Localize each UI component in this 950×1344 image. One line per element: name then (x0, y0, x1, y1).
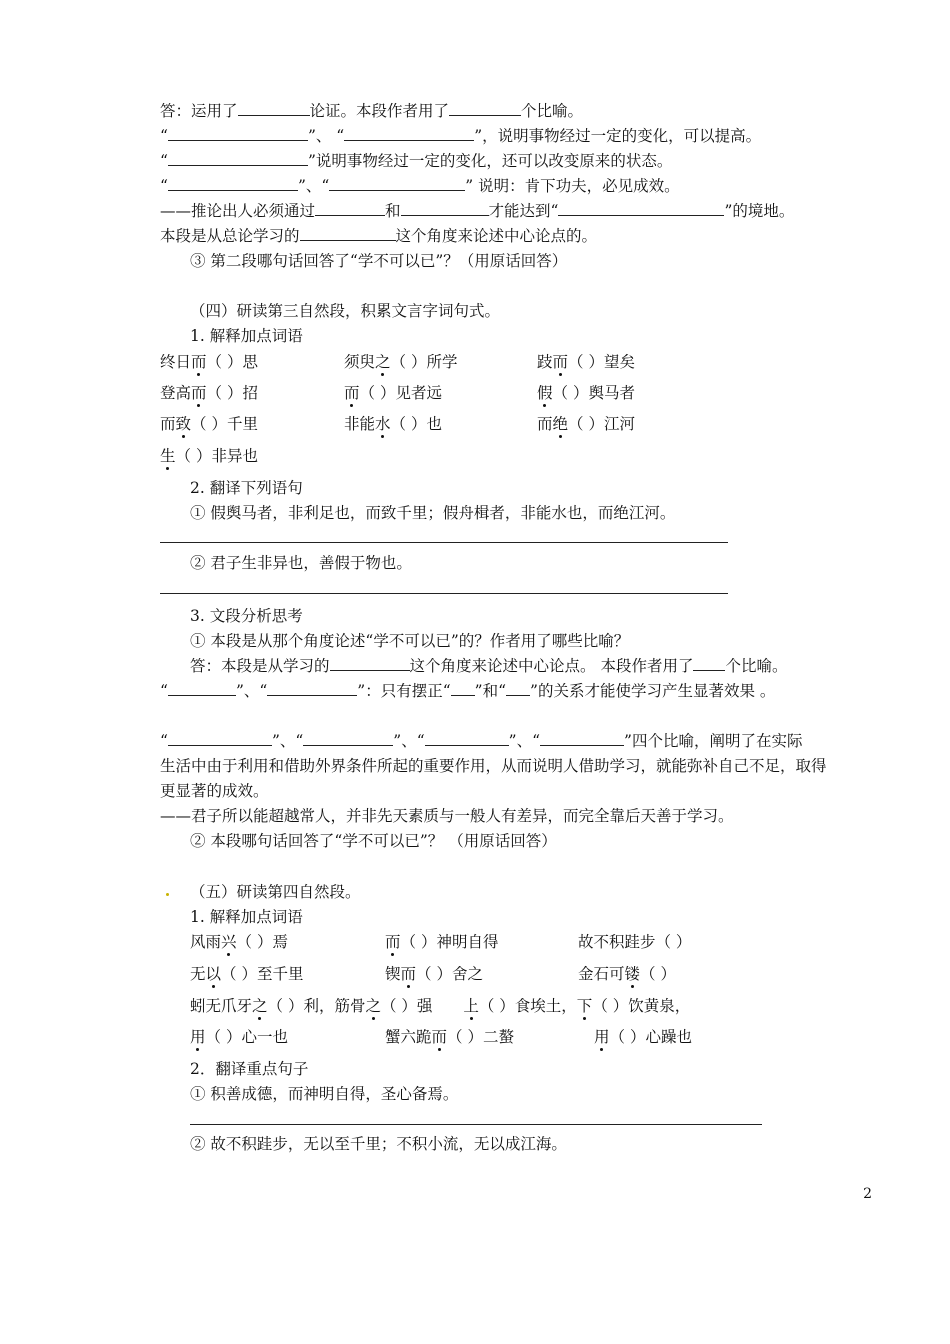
blank[interactable] (238, 101, 310, 116)
text: （ ）二螯 (447, 1028, 514, 1046)
dotted-word: 假 (537, 384, 553, 402)
text: ”：只有摆正“ (357, 682, 451, 700)
text: 本段是从总论学习的 (160, 227, 300, 245)
page-number: 2 (863, 1186, 872, 1202)
dotted-word: 之 (252, 997, 268, 1015)
answer-line[interactable] (160, 542, 728, 543)
vocab-item (190, 1027, 288, 1047)
text: ”说明事物经过一定的变化，还可以改变原来的状态。 (307, 152, 673, 170)
vocab-item (190, 932, 288, 952)
answer-line-1 (160, 101, 583, 121)
answer-line[interactable] (190, 1124, 762, 1125)
text: ”、“ (297, 177, 330, 195)
text: （ ）焉 (236, 933, 288, 951)
text: ”，说明事物经过一定的变化，可以提高。 (474, 127, 762, 145)
text: ”的关系才能使学习产生显著效果 。 (530, 682, 776, 700)
blank[interactable] (540, 731, 624, 746)
vocab-item (160, 383, 258, 403)
blank[interactable] (300, 226, 396, 241)
dotted-word: 之 (375, 353, 391, 371)
text: ”和“ (474, 682, 507, 700)
blank[interactable] (330, 656, 410, 671)
dotted-word: 而 (191, 353, 207, 371)
dotted-word: 镂 (624, 965, 641, 983)
dotted-word: 生 (160, 447, 176, 465)
text: ”、“ (508, 732, 541, 750)
text: ” 说明：肯下功夫，必见成效。 (465, 177, 680, 195)
blank[interactable] (329, 176, 465, 191)
text: ”、“ (235, 682, 268, 700)
answer-line-3 (160, 151, 672, 171)
section-4-sub1: 1. 解释加点词语 (190, 327, 303, 345)
blank[interactable] (401, 201, 489, 216)
answer-line-4 (160, 176, 680, 196)
section-5-sub2: 2．翻译重点句子 (190, 1060, 309, 1078)
text: 才能达到“ (488, 202, 559, 220)
text: 非能 (344, 415, 376, 433)
answer-line-5 (160, 201, 794, 221)
analysis-answer-3 (160, 731, 802, 751)
dotted-word: 之 (365, 997, 381, 1015)
dotted-word: 用 (594, 1028, 610, 1046)
vocab-item (160, 446, 258, 466)
vocab-item (385, 964, 483, 984)
blank[interactable] (303, 731, 393, 746)
vocab-item (537, 414, 635, 434)
answer-line[interactable] (160, 593, 728, 594)
text: （ ）也 (390, 415, 442, 433)
vocab-item (344, 383, 442, 403)
text: 而 (537, 415, 553, 433)
text: 个比喻。 (521, 102, 584, 120)
text: 论证。本段作者用了 (309, 102, 450, 120)
translate-sentence-3: ① 积善成德，而神明自得，圣心备焉。 (190, 1085, 459, 1103)
blank[interactable] (693, 656, 725, 671)
blank[interactable] (344, 126, 474, 141)
text: （ ）饮黄泉， (592, 997, 691, 1015)
text: （ ）舍之 (416, 965, 483, 983)
answer-line-2 (160, 126, 761, 146)
text: （ ）舆马者 (552, 384, 635, 402)
section-4-sub2: 2. 翻译下列语句 (190, 479, 303, 497)
blank[interactable] (425, 731, 509, 746)
text: 这个角度来论述中心论点。 本段作者用了 (409, 657, 694, 675)
text: ”、“ (271, 732, 304, 750)
dotted-word: 兴 (221, 933, 237, 951)
blank[interactable] (267, 681, 357, 696)
vocab-item (344, 352, 457, 372)
text: 个比喻。 (725, 657, 788, 675)
text: 跂 (537, 353, 553, 371)
text: （ ） (640, 965, 676, 983)
text: （ ）心躁也 (609, 1028, 692, 1046)
highlight-mark (166, 893, 169, 896)
vocab-item (160, 414, 258, 434)
vocab-row-3 (190, 996, 690, 1016)
text: 金石可 (578, 965, 625, 983)
blank[interactable] (168, 126, 308, 141)
text: 无 (190, 965, 206, 983)
dotted-word: 用 (190, 1028, 206, 1046)
section-5-heading: （五）研读第四自然段。 (190, 883, 361, 901)
dotted-word: 而 (431, 1028, 448, 1046)
text: 风雨 (190, 933, 222, 951)
text: （ ）千里 (191, 415, 258, 433)
text: （ ）强 (380, 997, 438, 1015)
dotted-word: 绝 (552, 415, 569, 433)
text: 登高 (160, 384, 192, 402)
text: 蚓无爪牙 (190, 997, 253, 1015)
dotted-word: 水 (375, 415, 391, 433)
dotted-word: 以 (205, 965, 222, 983)
vocab-item: 故不积跬步（ ） (578, 933, 692, 951)
dotted-word: 而 (344, 384, 360, 402)
text: ”的境地。 (724, 202, 795, 220)
analysis-question-1: ① 本段是从那个角度论述“学不可以已”的？作者用了哪些比喻？ (190, 632, 630, 650)
text: “ (160, 732, 168, 750)
section-4-sub3: 3. 文段分析思考 (190, 607, 303, 625)
text: 答：本段是从学习的 (190, 657, 330, 675)
vocab-item (385, 1027, 514, 1047)
blank[interactable] (168, 151, 308, 166)
text: （ ）招 (206, 384, 258, 402)
text: 这个角度来论述中心论点的。 (395, 227, 598, 245)
text: “ (160, 177, 168, 195)
dotted-word: 上 (463, 997, 479, 1015)
vocab-item (190, 964, 303, 984)
vocab-item (537, 352, 635, 372)
answer-line-6 (160, 226, 597, 246)
blank[interactable] (449, 101, 521, 116)
analysis-answer-3-end: 更显著的成效。 (160, 782, 269, 800)
analysis-answer-1 (190, 656, 787, 676)
blank[interactable] (451, 681, 475, 696)
text: （ ）食埃土， (478, 997, 577, 1015)
text: （ ）望矣 (568, 353, 635, 371)
dotted-word: 而 (400, 965, 417, 983)
text: （ ）见者远 (359, 384, 442, 402)
text: 终日 (160, 353, 192, 371)
text: “ (160, 127, 168, 145)
blank[interactable] (315, 201, 385, 216)
text: 须臾 (344, 353, 376, 371)
blank[interactable] (506, 681, 530, 696)
question-3: ③ 第二段哪句话回答了“学不可以已”？（用原话回答） (190, 252, 568, 270)
text: （ ）利，筋骨 (267, 997, 366, 1015)
vocab-item (578, 964, 676, 984)
text: ”四个比喻，阐明了在实际 (624, 732, 803, 750)
text: ”、“ (393, 732, 425, 750)
text: （ ）至千里 (221, 965, 304, 983)
text: （ ）非异也 (175, 447, 258, 465)
vocab-item (344, 414, 442, 434)
blank[interactable] (168, 681, 236, 696)
dotted-word: 致 (175, 415, 192, 433)
text: 而 (160, 415, 176, 433)
analysis-question-2: ② 本段哪句话回答了“学不可以已”？ （用原话回答） (190, 832, 557, 850)
text: 答：运用了 (160, 102, 238, 120)
text: 锲 (385, 965, 401, 983)
text: 和 (385, 202, 401, 220)
blank[interactable] (168, 176, 298, 191)
analysis-conclusion: ——君子所以能超越常人，并非先天素质与一般人有差异，而完全靠后天善于学习。 (160, 807, 734, 825)
text: “ (160, 682, 168, 700)
text: “ (160, 152, 168, 170)
analysis-answer-2 (160, 681, 775, 701)
vocab-item (537, 383, 635, 403)
analysis-answer-3-cont: 生活中由于利用和借助外界条件所起的重要作用，从而说明人借助学习，就能弥补自己不足，取得 (160, 757, 827, 775)
dotted-word: 而 (552, 353, 569, 371)
text: （ ）心一也 (205, 1028, 288, 1046)
vocab-item (594, 1027, 692, 1047)
vocab-item (385, 932, 498, 952)
text: 蟹六跪 (385, 1028, 432, 1046)
blank[interactable] (558, 201, 724, 216)
vocab-item (160, 352, 258, 372)
translate-sentence-4: ② 故不积跬步，无以至千里；不积小流，无以成江海。 (190, 1135, 567, 1153)
section-4-heading: （四）研读第三自然段，积累文言字词句式。 (190, 302, 501, 320)
section-5-sub1: 1. 解释加点词语 (190, 908, 303, 926)
text: （ ）思 (206, 353, 258, 371)
dotted-word: 而 (385, 933, 401, 951)
blank[interactable] (168, 731, 272, 746)
dotted-word: 而 (191, 384, 207, 402)
dotted-word: 下 (576, 997, 593, 1015)
translate-sentence-1: ① 假舆马者，非利足也，而致千里；假舟楫者，非能水也，而绝江河。 (190, 504, 676, 522)
text: （ ）神明自得 (400, 933, 499, 951)
text: （ ）所学 (390, 353, 458, 371)
text: ”、 “ (307, 127, 345, 145)
text: （ ）江河 (568, 415, 635, 433)
translate-sentence-2: ② 君子生非异也，善假于物也。 (190, 554, 412, 572)
text: ——推论出人必须通过 (160, 202, 316, 220)
